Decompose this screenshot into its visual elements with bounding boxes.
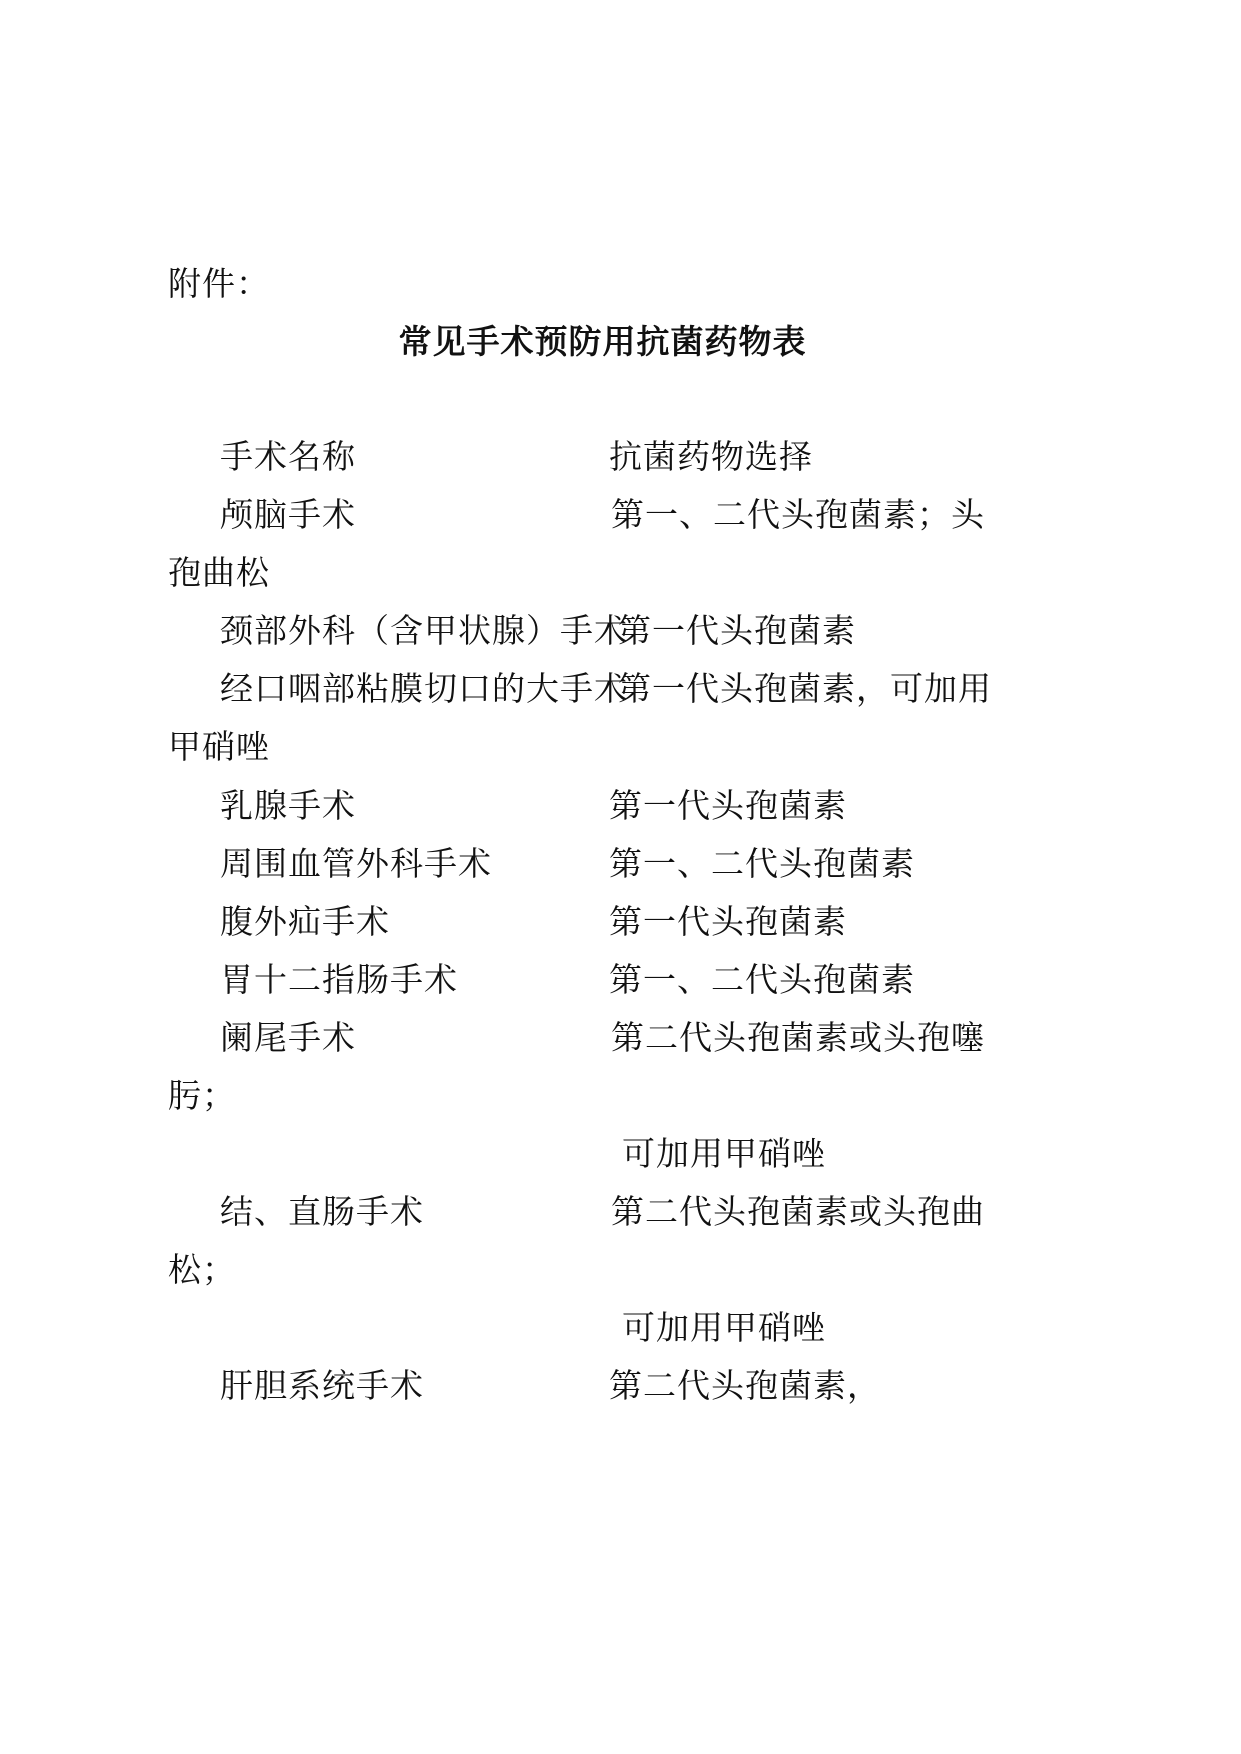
row-surgery: 周围血管外科手术 (220, 844, 492, 883)
row-drug: 第一、二代头孢菌素 (609, 960, 915, 999)
row-drug: 第二代头孢菌素或头孢曲 (611, 1192, 985, 1231)
header-antibiotic-choice: 抗菌药物选择 (609, 437, 813, 476)
header-surgery-name: 手术名称 (220, 437, 356, 476)
row-drug-continuation: 甲硝唑 (168, 727, 270, 766)
row-drug: 第一代头孢菌素 (618, 611, 856, 650)
row-drug-continuation: 松； (168, 1250, 236, 1289)
row-drug: 第一、二代头孢菌素；头 (611, 495, 985, 534)
row-drug-note: 可加用甲硝唑 (622, 1308, 826, 1347)
row-drug: 第二代头孢菌素， (609, 1366, 881, 1405)
row-surgery: 腹外疝手术 (220, 902, 390, 941)
row-drug-continuation: 孢曲松 (168, 553, 270, 592)
row-surgery: 结、直肠手术 (220, 1192, 424, 1231)
row-surgery: 经口咽部粘膜切口的大手术 (220, 669, 628, 708)
row-drug: 第二代头孢菌素或头孢噻 (611, 1018, 985, 1057)
row-surgery: 肝胆系统手术 (220, 1366, 424, 1405)
page-title: 常见手术预防用抗菌药物表 (398, 322, 807, 361)
row-drug-continuation: 肟； (168, 1076, 236, 1115)
row-surgery: 颅脑手术 (220, 495, 356, 534)
row-drug: 第一、二代头孢菌素 (609, 844, 915, 883)
row-drug: 第一代头孢菌素，可加用 (618, 669, 992, 708)
row-surgery: 颈部外科（含甲状腺）手术 (220, 611, 628, 650)
row-surgery: 胃十二指肠手术 (220, 960, 458, 999)
row-surgery: 乳腺手术 (220, 786, 356, 825)
attachment-label: 附件： (168, 264, 270, 303)
row-drug: 第一代头孢菌素 (609, 786, 847, 825)
row-surgery: 阑尾手术 (220, 1018, 356, 1057)
row-drug: 第一代头孢菌素 (609, 902, 847, 941)
row-drug-note: 可加用甲硝唑 (622, 1134, 826, 1173)
